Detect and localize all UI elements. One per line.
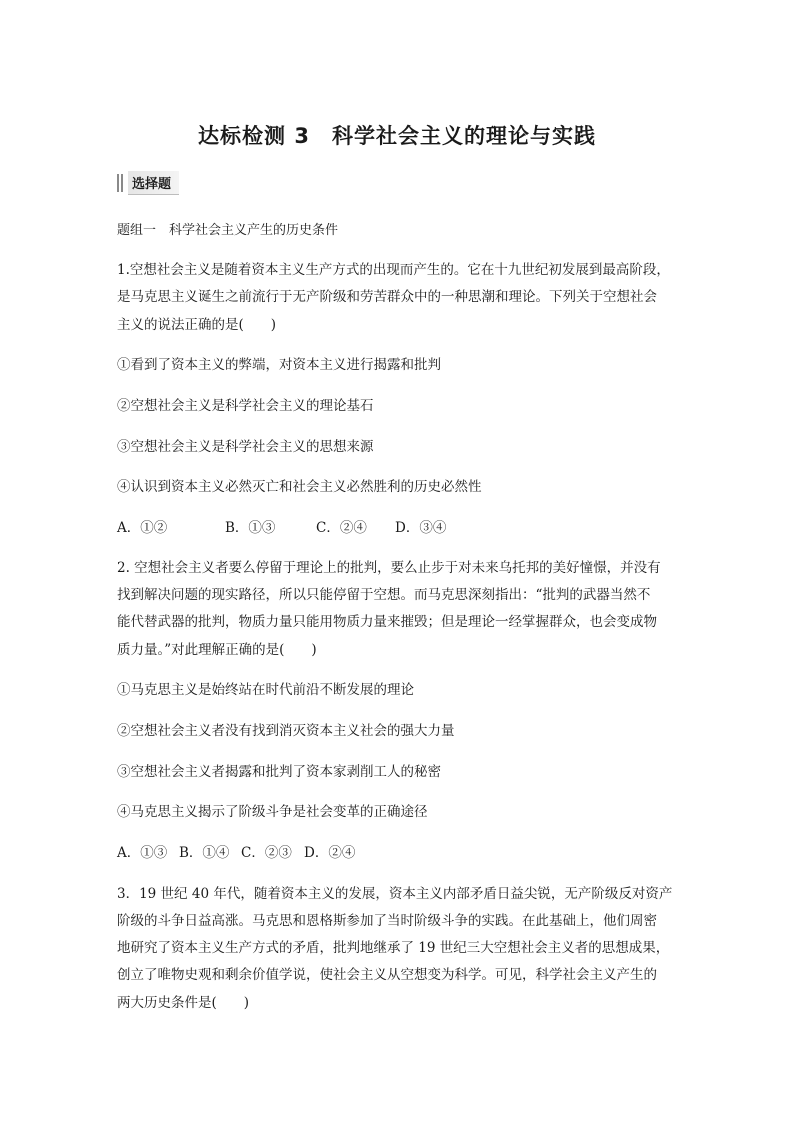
q1-option-a[interactable]: A．①②	[117, 520, 168, 536]
q1-statement: ③空想社会主义是科学社会主义的思想来源	[117, 439, 374, 455]
q1-stem-line: 主义的说法正确的是( )	[117, 317, 277, 333]
section-tag	[117, 172, 179, 194]
q2-option-b[interactable]: B．①④	[179, 845, 230, 861]
page-title: 达标检测 3 科学社会主义的理论与实践	[198, 124, 596, 148]
q2-stem-line: 能代替武器的批判，物质力量只能用物质力量来摧毁；但是理论一经掌握群众，也会变成物	[117, 614, 657, 630]
section-tag-bars	[117, 174, 123, 192]
q1-options	[117, 518, 446, 538]
q1-stem-line: 是马克思主义诞生之前流行于无产阶级和劳苦群众中的一种思潮和理论。下列关于空想社会	[117, 289, 657, 305]
q2-option-c[interactable]: C．②③	[241, 845, 292, 861]
q2-statement: ③空想社会主义者揭露和批判了资本家剥削工人的秘密	[117, 764, 441, 780]
q3-stem-line: 阶级的斗争日益高涨。马克思和恩格斯参加了当时阶级斗争的实践。在此基础上，他们周密	[117, 913, 657, 929]
q1-statement: ②空想社会主义是科学社会主义的理论基石	[117, 398, 374, 414]
q3-stem-line: 创立了唯物史观和剩余价值学说，使社会主义从空想变为科学。可见，科学社会主义产生的	[117, 967, 657, 983]
q3-stem-line: 3．19 世纪 40 年代，随着资本主义的发展，资本主义内部矛盾日益尖锐，无产阶级反对资产	[117, 886, 673, 902]
q1-option-d[interactable]: D．③④	[395, 520, 447, 536]
q2-statement: ①马克思主义是始终站在时代前沿不断发展的理论	[117, 682, 414, 698]
q3-stem-line: 两大历史条件是( )	[117, 995, 250, 1011]
q2-option-d[interactable]: D．②④	[304, 845, 356, 861]
q2-statement: ②空想社会主义者没有找到消灭资本主义社会的强大力量	[117, 723, 455, 739]
group-heading: 题组一 科学社会主义产生的历史条件	[117, 223, 339, 238]
q2-option-a[interactable]: A．①③	[117, 845, 168, 861]
q1-option-c[interactable]: C．②④	[316, 520, 367, 536]
q2-statement: ④马克思主义揭示了阶级斗争是社会变革的正确途径	[117, 804, 428, 820]
q1-stem-line: 1.空想社会主义是随着资本主义生产方式的出现而产生的。它在十九世纪初发展到最高阶段，	[117, 262, 670, 278]
q2-stem-line: 2. 空想社会主义者要么停留于理论上的批判，要么止步于对未来乌托邦的美好憧憬，并没有	[117, 560, 661, 576]
q1-option-b[interactable]: B．①③	[225, 520, 276, 536]
section-tag-label: 选择题	[128, 171, 179, 195]
q2-stem-line: 找到解决问题的现实路径，所以只能停留于空想。而马克思深刻指出：“批判的武器当然不	[117, 587, 651, 603]
q1-statement: ①看到了资本主义的弊端，对资本主义进行揭露和批判	[117, 357, 441, 373]
q1-statement: ④认识到资本主义必然灭亡和社会主义必然胜利的历史必然性	[117, 479, 482, 495]
q2-stem-line: 质力量。”对此理解正确的是( )	[117, 642, 317, 658]
q3-stem-line: 地研究了资本主义生产方式的矛盾，批判地继承了 19 世纪三大空想社会主义者的思想成果，	[117, 940, 670, 956]
q2-options	[117, 843, 355, 863]
